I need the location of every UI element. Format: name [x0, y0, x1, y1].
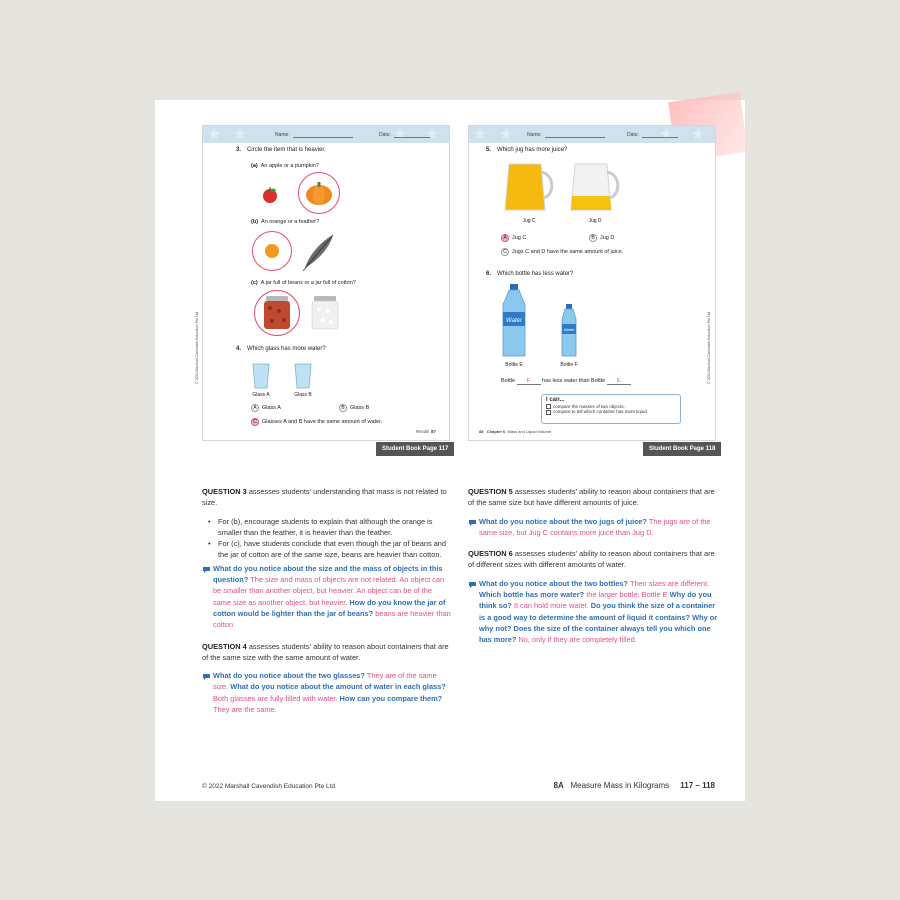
option-b[interactable]: B Glass B	[339, 404, 369, 412]
page-footer: Recall 87	[416, 429, 437, 434]
answer-blank-2[interactable]: E	[607, 378, 631, 385]
i-can-box	[541, 394, 681, 424]
question-5: 5. Which jug has more juice?	[486, 147, 568, 153]
student-book-tab-118: Student Book Page 118	[643, 442, 721, 456]
side-copyright: © 2022 Marshall Cavendish Education Pte Ltd	[706, 312, 711, 384]
jug-d-image	[567, 160, 623, 216]
jug-d-caption: Jug D	[588, 218, 602, 224]
q3-intro: QUESTION 3 assesses students' understanding that mass is not related to size.	[202, 487, 447, 508]
bottle-e-image	[499, 284, 529, 358]
q4-intro: QUESTION 4 assesses students' ability to reason about containers that are of the same size with the same amount of water.	[202, 641, 449, 662]
student-page-117	[194, 125, 450, 441]
bottle-e-label: Water	[506, 318, 522, 324]
jar-of-cotton-image	[311, 296, 339, 330]
orange-image	[264, 243, 280, 259]
i-can-item-1[interactable]: compare the masses of two objects.	[546, 404, 676, 409]
question-6: 6. Which bottle has less water?	[486, 271, 574, 277]
speech-bubble-icon	[202, 566, 211, 573]
q3-bullet-b: • For (b), encourage students to explain that although the orange is smaller than the feather, it is heavier than the feather.	[208, 516, 452, 539]
q6-discussion: What do you notice about the two bottles? Their sizes are different. Which bottle has more water? the larger bottle; Bottle E Why do you think so? It can hold more water. Do you think the size of a container is a good way to determine the amount of liquid it contains? Why or why not? Does the size of the container always tell you which one has more? No, only if they are completely filled.	[468, 578, 718, 646]
feather-image	[301, 232, 337, 272]
jug-c-image	[501, 160, 557, 216]
student-page-118	[468, 125, 716, 441]
glass-b-caption: Glass B	[294, 392, 312, 398]
speech-bubble-icon	[468, 519, 477, 526]
question-3a: (a) An apple or a pumpkin?	[251, 163, 319, 169]
side-copyright: © 2022 Marshall Cavendish Education Pte Ltd	[194, 312, 199, 384]
footer-unit: 8A Measure Mass in Kilograms 117 – 118	[553, 781, 715, 790]
option-c-selected[interactable]: C Glasses A and B have the same amount of water.	[251, 418, 382, 426]
answer-blank-1[interactable]: F	[517, 378, 541, 385]
student-book-tab-117: Student Book Page 117	[376, 442, 454, 456]
bottle-f-label: Water	[563, 327, 575, 332]
notes-left-column	[202, 486, 452, 725]
glass-b-image	[293, 362, 313, 390]
page-header-band: ★ ★ ★ ★ Name: Date:	[469, 126, 715, 143]
page-header-band: ★ ★ ★ ★ Name: Date:	[203, 126, 449, 143]
glass-a-caption: Glass A	[252, 392, 270, 398]
bottle-e-caption: Bottle E	[505, 362, 523, 368]
glass-a-image	[251, 362, 271, 390]
bottle-f-image	[559, 304, 579, 358]
footer-copyright: © 2022 Marshall Cavendish Education Pte Ltd	[202, 783, 336, 790]
notes-right-column	[468, 486, 718, 656]
question-3b: (b) An orange or a feather?	[251, 219, 320, 225]
option-b[interactable]: B Jug D	[589, 234, 614, 242]
date-field: Date:	[379, 132, 430, 138]
question-3c: (c) A jar full of beans or a jar full of cotton?	[251, 280, 356, 286]
pumpkin-image	[304, 179, 334, 207]
i-can-title: I can...	[546, 397, 565, 403]
option-c[interactable]: C Jugs C and D have the same amount of juice.	[501, 248, 623, 256]
fill-in-sentence: Bottle F has less water than Bottle E	[501, 378, 631, 385]
question-3: 3. Circle the item that is heavier.	[236, 147, 326, 153]
page-footer: 88 Chapter 6 Mass and Liquid Volume	[479, 429, 552, 434]
q4-discussion: What do you notice about the two glasses? They are of the same size. What do you notice about the amount of water in each glass? Both glasses are fully filled with water. How can you compare them? They are the same.	[202, 670, 452, 715]
q3-bullets	[208, 516, 452, 561]
option-a-selected[interactable]: A Jug C	[501, 234, 526, 242]
option-a[interactable]: A Glass A	[251, 404, 281, 412]
q6-intro: QUESTION 6 assesses students' ability to reason about containers that are of different sizes with different amounts of water.	[468, 549, 715, 570]
q3-bullet-c: • For (c), have students conclude that even though the jar of beans and the jar of cotton are of the same size, beans are heavier than cotton.	[208, 538, 452, 561]
q3-discussion: What do you notice about the size and the mass of objects in this question? The size and mass of objects are not related. An object can be smaller than another object, but heavier. An object can be of the same size as another object, but heavier. How do you know the jar of cotton would be lighter than the jar of beans? beans are heavier than cotton	[202, 563, 452, 631]
q5-discussion: What do you notice about the two jugs of juice? The jugs are of the same size, but Jug C contains more juice than Jug D.	[468, 516, 718, 539]
i-can-item-2[interactable]: compare to tell which container has more liquid.	[546, 409, 676, 414]
bottle-f-caption: Bottle F	[560, 362, 578, 368]
jar-of-beans-image	[263, 296, 291, 330]
jug-c-caption: Jug C	[522, 218, 536, 224]
date-field: Date:	[627, 132, 678, 138]
apple-image	[261, 186, 279, 204]
name-field: Name:	[275, 132, 353, 138]
speech-bubble-icon	[468, 581, 477, 588]
speech-bubble-icon	[202, 673, 211, 680]
name-field: Name:	[527, 132, 605, 138]
q5-intro: QUESTION 5 assesses students' ability to reason about containers that are of the same size but have different amounts of juice.	[468, 487, 715, 508]
question-4: 4. Which glass has more water?	[236, 346, 326, 352]
